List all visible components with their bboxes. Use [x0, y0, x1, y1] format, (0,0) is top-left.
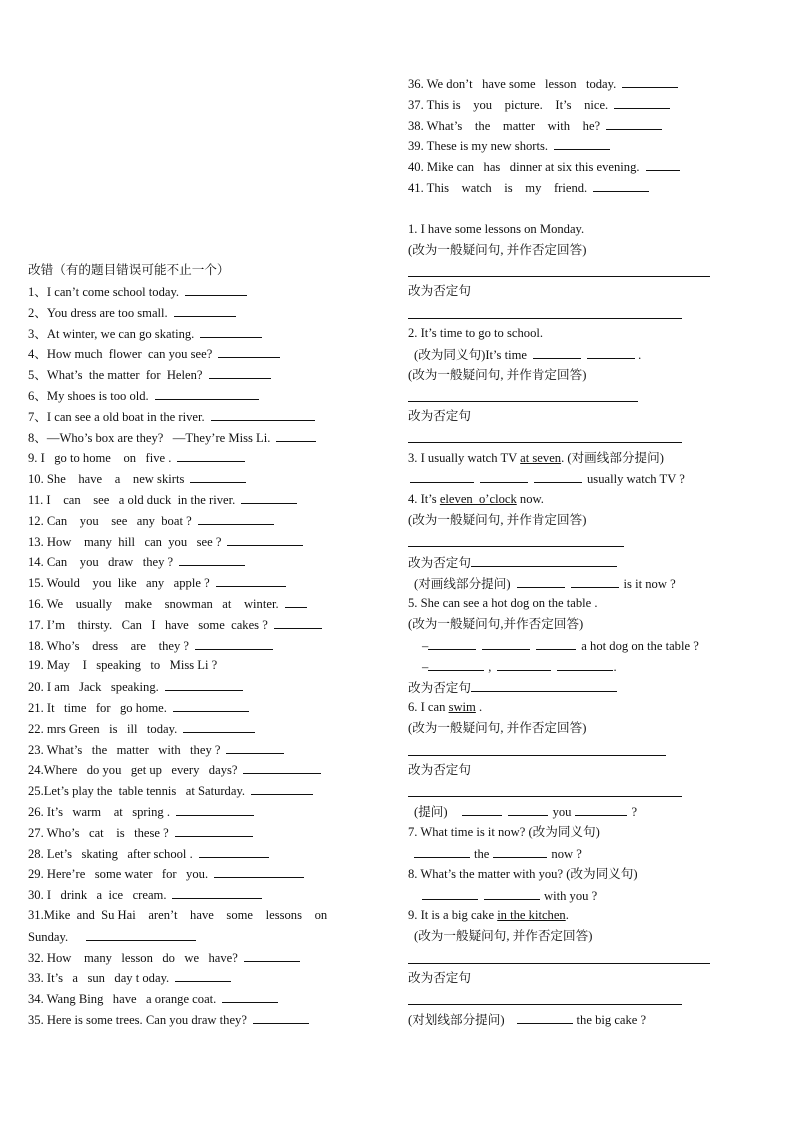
dash: –: [422, 639, 429, 653]
answer-blank[interactable]: [243, 761, 321, 774]
instruction: 改为否定句: [408, 284, 471, 298]
item-text: the: [474, 847, 490, 861]
answer-blank[interactable]: [241, 491, 297, 504]
q1-instr: [408, 242, 586, 258]
item-text: 37. This is you picture. It’s nice.: [408, 97, 609, 112]
instruction: 改为否定句: [408, 409, 471, 423]
item-text: the big cake ?: [576, 1013, 647, 1027]
exercise-item: [28, 990, 278, 1007]
answer-blank[interactable]: [587, 346, 635, 359]
exercise-item: [408, 96, 670, 113]
answer-blank[interactable]: [480, 470, 528, 483]
answer-blank[interactable]: [175, 824, 253, 837]
q6-neg: [408, 762, 471, 778]
q9-text: .: [565, 908, 569, 922]
answer-blank[interactable]: [244, 949, 300, 962]
q2-syn: [414, 346, 641, 363]
q8-answer: [422, 887, 597, 904]
exercise-item: [28, 928, 196, 945]
instruction: (改为一般疑问句,并作否定回答): [408, 617, 584, 631]
answer-line[interactable]: [408, 442, 682, 443]
q3-text: 3. I usually watch TV: [408, 451, 521, 465]
exercise-item: [28, 782, 313, 799]
exercise-item: [28, 678, 243, 695]
q6-text: 6. I can: [408, 700, 449, 714]
answer-blank[interactable]: [533, 346, 581, 359]
answer-blank[interactable]: [183, 720, 255, 733]
exercise-item: [28, 907, 327, 923]
q2-neg: [408, 408, 471, 424]
item-text: 15. Would you like any apple ?: [28, 576, 210, 591]
exercise-item: [28, 574, 286, 591]
exercise-item: [28, 449, 245, 466]
underlined-phrase: eleven o’clock: [439, 492, 517, 506]
exercise-item: [28, 803, 254, 820]
q7-answer: [414, 845, 582, 862]
answer-blank[interactable]: [622, 75, 678, 88]
exercise-item: [28, 637, 273, 654]
item-text: with you ?: [544, 889, 598, 903]
instruction: 改为否定句: [408, 556, 471, 570]
q6-text: .: [475, 700, 483, 714]
item-text: you: [552, 805, 572, 819]
item-text: 39. These is my new shorts.: [408, 139, 549, 154]
answer-line[interactable]: [408, 276, 710, 277]
answer-blank[interactable]: [177, 449, 245, 462]
item-text: 25.Let’s play the table tennis at Saturday.: [28, 784, 246, 799]
exercise-item: [408, 117, 662, 134]
item-text: 32. How many lesson do we have?: [28, 950, 238, 965]
answer-line[interactable]: [408, 1004, 682, 1005]
q4-text: 4. It’s: [408, 492, 440, 506]
answer-blank[interactable]: [614, 96, 670, 109]
item-text: 40. Mike can has dinner at six this evening.: [408, 160, 640, 175]
answer-blank[interactable]: [462, 803, 502, 816]
instruction: (改为一般疑问句, 并作肯定回答): [408, 368, 587, 382]
exercise-item: [28, 387, 259, 404]
answer-blank[interactable]: [274, 616, 322, 629]
answer-blank[interactable]: [190, 470, 246, 483]
instruction: 改为否定句: [408, 681, 471, 695]
answer-blank[interactable]: [86, 928, 196, 941]
exercise-item: [408, 137, 610, 154]
instruction: 改为否定句: [408, 763, 471, 777]
q1: [408, 221, 584, 237]
exercise-item: [28, 761, 321, 778]
exercise-item: [28, 283, 247, 300]
item-text: 30. I drink a ice cream.: [28, 888, 167, 903]
item-text: 17. I’m thirsty. Can I have some cakes ?: [28, 617, 268, 632]
answer-blank[interactable]: [428, 637, 476, 650]
answer-blank[interactable]: [482, 637, 530, 650]
answer-blank[interactable]: [179, 553, 245, 566]
item-text: is it now ?: [623, 577, 676, 591]
item-text: 41. This watch is my friend.: [408, 181, 588, 195]
exercise-item: [28, 366, 271, 383]
answer-blank[interactable]: [172, 886, 262, 899]
item-text: Sunday.: [28, 929, 69, 944]
answer-line[interactable]: [408, 546, 624, 547]
exercise-item: [28, 325, 262, 342]
answer-line[interactable]: [408, 796, 682, 797]
item-text: 13. How many hill can you see ?: [28, 534, 222, 549]
instruction: 改为否定句: [408, 971, 471, 985]
answer-blank[interactable]: [517, 1011, 573, 1024]
exercise-item: [28, 408, 315, 425]
item-text: 35. Here is some trees. Can you draw they?: [28, 1013, 247, 1027]
answer-blank[interactable]: [606, 117, 662, 130]
q2-instr: [408, 367, 586, 383]
q4-instr: [408, 512, 586, 528]
section-heading-text: 改错（有的题目错误可能不止一个）: [28, 263, 230, 277]
answer-line[interactable]: [408, 755, 666, 756]
answer-blank[interactable]: [276, 429, 316, 442]
item-text: 5、What’s the matter for Helen?: [28, 368, 203, 383]
item-text: 4、How much flower can you see?: [28, 347, 213, 362]
item-text: ?: [631, 805, 638, 819]
item-text: 24.Where do you get up every days?: [28, 763, 238, 778]
item-text: 3、At winter, we can go skating.: [28, 326, 195, 341]
item-text: 7、I can see a old boat in the river.: [28, 409, 205, 424]
item-text: 10. She have a new skirts: [28, 472, 185, 487]
q3-answer: [410, 470, 685, 487]
item-text: 6、My shoes is too old.: [28, 389, 149, 403]
q9: [408, 907, 569, 923]
q2: [408, 325, 543, 341]
item-text: 21. It time for go home.: [28, 701, 167, 715]
answer-blank[interactable]: [155, 387, 259, 400]
instruction: (改为同义句)It’s time: [414, 348, 527, 362]
q5-neg: [408, 679, 617, 696]
q6: [408, 699, 482, 715]
answer-blank[interactable]: [165, 678, 243, 691]
answer-blank[interactable]: [198, 512, 274, 525]
item-text: usually watch TV ?: [587, 472, 685, 486]
item-text: 34. Wang Bing have a orange coat.: [28, 992, 217, 1007]
item-text: 38. What’s the matter with he?: [408, 118, 601, 133]
answer-blank[interactable]: [534, 470, 582, 483]
answer-line[interactable]: [408, 318, 682, 319]
item-text: 28. Let’s skating after school .: [28, 846, 193, 861]
item-text: 1、I can’t come school today.: [28, 285, 180, 299]
item-text: 23. What’s the matter with they ?: [28, 742, 221, 757]
item-text: now ?: [551, 847, 582, 861]
item-text: 20. I am Jack speaking.: [28, 680, 159, 695]
answer-blank[interactable]: [410, 470, 474, 483]
q5-instr: [408, 616, 583, 632]
q7: [408, 824, 600, 840]
q2-text: 2. It’s time to go to school.: [408, 326, 544, 340]
instruction: (对画线部分提问): [414, 577, 511, 591]
exercise-item: [28, 491, 297, 508]
answer-blank[interactable]: [253, 1011, 309, 1024]
instruction: (对划线部分提问): [408, 1013, 505, 1027]
instruction: (提问): [414, 805, 448, 819]
answer-blank[interactable]: [216, 574, 286, 587]
item-text: 11. I can see a old duck in the river.: [28, 493, 236, 507]
answer-blank[interactable]: [646, 158, 680, 171]
answer-blank[interactable]: [414, 845, 470, 858]
answer-blank[interactable]: [222, 990, 278, 1003]
q9-text: 9. It is a big cake: [408, 908, 498, 922]
answer-blank[interactable]: [185, 283, 247, 296]
exercise-item: [28, 304, 236, 321]
q6-ask: [414, 803, 637, 820]
exercise-item: [28, 470, 246, 487]
exercise-item: [408, 158, 680, 175]
answer-blank[interactable]: [554, 137, 610, 150]
answer-line[interactable]: [408, 401, 638, 402]
exercise-item: [408, 75, 678, 92]
exercise-item: [28, 595, 307, 612]
item-text: 16. We usually make snowman at winter.: [28, 597, 279, 611]
item-text: 26. It’s warm at spring .: [28, 805, 171, 819]
exercise-item: [28, 512, 274, 529]
answer-blank[interactable]: [536, 637, 576, 650]
exercise-item: [28, 657, 217, 673]
answer-line[interactable]: [408, 963, 710, 964]
exercise-item: [28, 533, 303, 550]
exercise-item: [28, 949, 300, 966]
underlined-phrase: swim: [448, 700, 476, 714]
answer-blank[interactable]: [557, 658, 613, 671]
instruction: (改为一般疑问句, 并作否定回答): [408, 243, 587, 257]
exercise-item: [28, 886, 262, 903]
q1-neg: [408, 283, 471, 299]
section-heading: [28, 262, 230, 278]
item-text: a hot dog on the table ?: [581, 639, 699, 653]
answer-blank[interactable]: [176, 803, 254, 816]
answer-blank[interactable]: [211, 408, 315, 421]
q7-text: 7. What time is it now? (改为同义句): [408, 825, 600, 839]
answer-blank[interactable]: [200, 325, 262, 338]
instruction: (改为一般疑问句, 并作否定回答): [408, 721, 587, 735]
q4-neg: [408, 554, 617, 571]
exercise-item: [28, 616, 322, 633]
item-text: 19. May I speaking to Miss Li ?: [28, 658, 218, 673]
underlined-phrase: in the kitchen: [497, 908, 566, 922]
q4-text: now.: [516, 492, 544, 506]
answer-blank[interactable]: [508, 803, 548, 816]
item-text: 29. Here’re some water for you.: [28, 867, 209, 882]
q9-instr: [414, 928, 592, 944]
answer-blank[interactable]: [218, 345, 280, 358]
answer-blank[interactable]: [227, 533, 303, 546]
exercise-item: [28, 865, 304, 882]
q3-text: . (对画线部分提问): [561, 451, 664, 465]
item-text: 18. Who’s dress are they ?: [28, 638, 190, 653]
comma: ,: [488, 660, 492, 674]
exercise-item: [28, 429, 316, 446]
underlined-phrase: at seven: [520, 451, 562, 465]
answer-blank[interactable]: [173, 699, 249, 712]
instruction: (改为一般疑问句, 并作肯定回答): [408, 513, 587, 527]
answer-blank[interactable]: [571, 575, 619, 588]
q5-answer-1: [422, 637, 699, 654]
exercise-item: [28, 824, 253, 841]
answer-blank[interactable]: [471, 554, 617, 567]
item-text: 8、—Who’s box are they? —They’re Miss Li.: [28, 430, 271, 445]
answer-blank[interactable]: [471, 679, 617, 692]
q8-text: 8. What’s the matter with you? (改为同义句): [408, 867, 638, 881]
exercise-item: [28, 553, 245, 570]
instruction: (改为一般疑问句, 并作否定回答): [414, 929, 593, 943]
answer-blank[interactable]: [428, 658, 484, 671]
answer-blank[interactable]: [497, 658, 551, 671]
q9-ask: [408, 1011, 646, 1028]
item-text: 2、You dress are too small.: [28, 305, 168, 320]
item-text: 31.Mike and Su Hai aren’t have some lessons on: [28, 908, 328, 922]
q3: [408, 450, 664, 466]
answer-blank[interactable]: [199, 845, 269, 858]
answer-blank[interactable]: [484, 887, 540, 900]
item-text: 12. Can you see any boat ?: [28, 513, 192, 528]
answer-blank[interactable]: [422, 887, 478, 900]
item-text: 9. I go to home on five .: [28, 451, 172, 466]
answer-blank[interactable]: [214, 865, 304, 878]
q8: [408, 866, 638, 882]
dash: –: [422, 660, 429, 674]
exercise-item: [28, 845, 269, 862]
answer-blank[interactable]: [226, 741, 284, 754]
q9-neg: [408, 970, 471, 986]
answer-blank[interactable]: [593, 179, 649, 192]
exercise-item: [28, 699, 249, 716]
exercise-item: [28, 720, 255, 737]
exercise-item: [28, 1011, 309, 1028]
q1-text: 1. I have some lessons on Monday.: [408, 222, 585, 236]
answer-blank[interactable]: [285, 595, 307, 608]
item-text: 22. mrs Green is ill today.: [28, 721, 178, 736]
q5-answer-2: [422, 658, 617, 675]
answer-blank[interactable]: [517, 575, 565, 588]
answer-blank[interactable]: [251, 782, 313, 795]
exercise-item: [28, 969, 231, 986]
q4: [408, 491, 544, 507]
q4-ask: [414, 575, 676, 592]
exercise-item: [408, 179, 649, 196]
item-text: 27. Who’s cat is these ?: [28, 825, 169, 840]
period: .: [634, 348, 642, 362]
item-text: 33. It’s a sun day t oday.: [28, 971, 170, 986]
item-text: 14. Can you draw they ?: [28, 555, 174, 570]
q6-instr: [408, 720, 586, 736]
exercise-item: [28, 345, 280, 362]
answer-blank[interactable]: [195, 637, 273, 650]
q5-text: 5. She can see a hot dog on the table .: [408, 596, 598, 610]
answer-blank[interactable]: [209, 366, 271, 379]
answer-blank[interactable]: [174, 304, 236, 317]
exercise-item: [28, 741, 284, 758]
period: .: [613, 660, 617, 674]
answer-blank[interactable]: [575, 803, 627, 816]
q5: [408, 595, 598, 611]
answer-blank[interactable]: [493, 845, 547, 858]
item-text: 36. We don’t have some lesson today.: [408, 77, 617, 91]
answer-blank[interactable]: [175, 969, 231, 982]
